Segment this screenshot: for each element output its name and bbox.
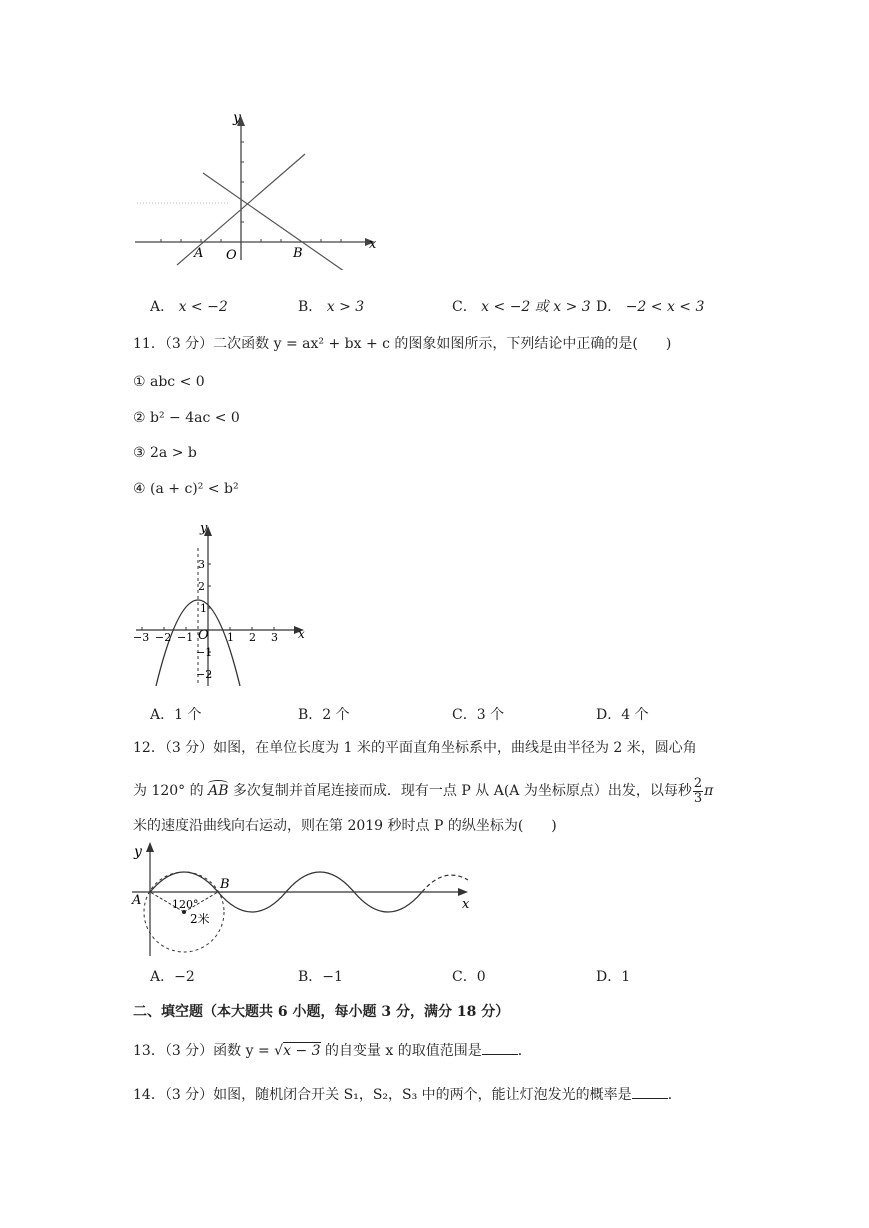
x-tick-label: −3 xyxy=(133,631,150,644)
x-tick-label: 3 xyxy=(271,631,278,644)
y-tick-label: 3 xyxy=(198,558,205,571)
y-axis-label: y xyxy=(134,844,142,860)
point-b-label: B xyxy=(220,877,230,892)
origin-label: O xyxy=(226,248,237,263)
q11-option-b: B．2 个 xyxy=(298,707,350,723)
x-axis-label: x xyxy=(298,627,305,641)
y-arrow-icon xyxy=(146,842,154,852)
section-heading: 二、填空题（本大题共 6 小题，每小题 3 分，满分 18 分） xyxy=(133,1004,510,1020)
q11-statement-4: ④ (a + c)² < b² xyxy=(133,481,239,497)
q12-option-a: A．−2 xyxy=(150,969,195,985)
x-tick-label: −1 xyxy=(177,631,194,644)
arc-ab-label: AB xyxy=(208,774,228,808)
q12-graph xyxy=(128,838,478,958)
q11-statement-1: ① abc < 0 xyxy=(133,374,205,390)
q10-option-d: D． −2 < x < 3 xyxy=(596,299,705,315)
x-arrow-icon xyxy=(458,888,468,896)
q11-option-a: A．1 个 xyxy=(150,707,202,723)
q11-statement-2: ② b² − 4ac < 0 xyxy=(133,410,240,426)
q12-option-c: C．0 xyxy=(452,969,486,985)
sqrt-symbol: √ xyxy=(274,1043,284,1059)
q11-stem: 11．（3 分）二次函数 y = ax² + bx + c 的图象如图所示，下列结论中正确的是( ) xyxy=(133,336,672,352)
x-tick-label: 1 xyxy=(227,631,234,644)
q11-graph xyxy=(128,518,313,690)
y-tick-label: −2 xyxy=(196,668,213,681)
x-tick-label: −2 xyxy=(155,631,172,644)
q10-option-a: A． x < −2 xyxy=(150,299,228,315)
y-tick-label: 2 xyxy=(198,580,205,593)
q12-line-1: 12．（3 分）如图，在单位长度为 1 米的平面直角坐标系中，曲线是由半径为 2 米，圆心角 xyxy=(133,740,697,756)
q11-option-c: C．3 个 xyxy=(452,707,505,723)
y-axis-label: y xyxy=(233,110,241,126)
x-axis-label: x xyxy=(462,897,470,912)
radius-label: 2米 xyxy=(190,912,210,926)
x-axis-label: x xyxy=(369,237,377,252)
q13-text: 13．（3 分）函数 y = √x − 3 的自变量 x 的取值范围是 ． xyxy=(133,1040,532,1061)
q12-option-b: B．−1 xyxy=(298,969,343,985)
q11-statement-3: ③ 2a > b xyxy=(133,445,197,461)
q11-option-d: D．4 个 xyxy=(596,707,649,723)
fraction-two-thirds: $\frac{2}{3}$ xyxy=(693,775,703,806)
y-tick-label: −1 xyxy=(196,646,213,659)
y-tick-label: 1 xyxy=(200,602,207,615)
point-a-label: A xyxy=(132,893,142,908)
q10-option-b: B． x > 3 xyxy=(298,299,365,315)
y-axis-label: y xyxy=(200,521,208,536)
answer-blank xyxy=(482,1040,518,1055)
x-tick-label: 2 xyxy=(249,631,256,644)
q12-line-3: 米的速度沿曲线向右运动，则在第 2019 秒时点 P 的纵坐标为( ) xyxy=(133,818,557,834)
q12-line-2: 为 120° 的 AB 多次复制并首尾连接而成．现有一点 P 从 A(A 为坐标原点）出发，以每秒 $\frac{2}{3}$ π xyxy=(133,774,713,808)
point-a-label: A xyxy=(194,246,204,261)
angle-label: 120° xyxy=(172,898,199,911)
q10-option-c: C． x < −2 或 x > 3 xyxy=(452,299,591,315)
q12-option-d: D．1 xyxy=(596,969,631,985)
origin-label: O xyxy=(198,628,209,643)
q14-text: 14．（3 分）如图，随机闭合开关 S₁，S₂，S₃ 中的两个，能让灯泡发光的概率是 ． xyxy=(133,1084,682,1105)
answer-blank xyxy=(632,1084,668,1099)
point-b-label: B xyxy=(293,246,303,261)
q10-graph xyxy=(125,110,385,270)
